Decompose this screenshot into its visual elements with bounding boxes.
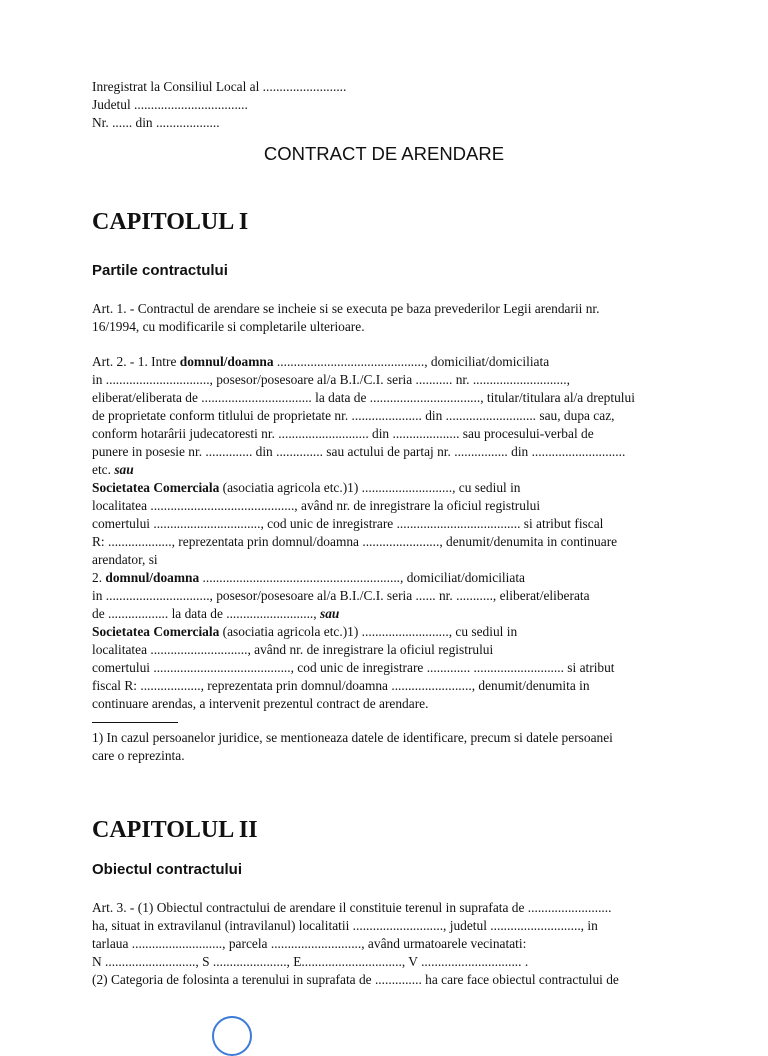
circle-logo-icon [212, 1016, 252, 1056]
art3-line-4: N ..........................., S ......................, E.............................., V .............................. . [92, 954, 529, 969]
art2-line-17: localitatea ............................., având nr. de inregistrare la oficiul registrului [92, 642, 494, 657]
art2-line-9: localitatea ..........................................., având nr. de inregistrare la oficiul registrului [92, 498, 541, 513]
footnote-separator [92, 722, 178, 723]
chapter-1-heading: CAPITOLUL I [92, 209, 249, 235]
footnote-line-2: care o reprezinta. [92, 748, 185, 763]
chapter-2-heading: CAPITOLUL II [92, 817, 258, 843]
art1-line-2: 16/1994, cu modificarile si completarile ulterioare. [92, 319, 365, 334]
art2-line-5: conform hotarârii judecatoresti nr. ........................... din .................... sau procesului-verbal de [92, 426, 594, 441]
art2-line-15: de .................. la data de .........................., sau [92, 606, 340, 621]
art2-line-19: fiscal R: .................., reprezentata prin domnul/doamna ........................, denumit/denumita in [92, 678, 590, 693]
art2-line-13: 2. domnul/doamna ..........................................................., domiciliat/domiciliata [92, 570, 525, 585]
art2-line-12: arendator, si [92, 552, 158, 567]
art2-line-3: eliberat/eliberata de ................................. la data de ................................., titular/titulara al/a dreptului [92, 390, 635, 405]
art2-line-16: Societatea Comerciala (asociatia agricola etc.)1) .........................., cu sediul in [92, 624, 518, 639]
registration-county-line: Judetul .................................. [92, 97, 248, 112]
art2-line-4: de proprietate conform titlului de proprietate nr. ..................... din ........................... sau, dupa caz, [92, 408, 615, 423]
registration-council-line: Inregistrat la Consiliul Local al ......................... [92, 79, 347, 94]
chapter-2-subheading: Obiectul contractului [92, 861, 243, 878]
art3-line-5: (2) Categoria de folosinta a terenului in suprafata de .............. ha care face obiectul contractului de [92, 972, 619, 987]
art1-line-1: Art. 1. - Contractul de arendare se incheie si se executa pe baza prevederilor Legii arendarii nr. [92, 301, 600, 316]
document-title: CONTRACT DE ARENDARE [263, 143, 505, 164]
chapter-1-subheading: Partile contractului [92, 262, 228, 279]
art2-line-7: etc. sau [92, 462, 134, 477]
art3-line-2: ha, situat in extravilanul (intravilanul) localitatii ..........................., judetul ..........................., in [92, 918, 598, 933]
art2-line-6: punere in posesie nr. .............. din .............. sau actului de partaj nr. ................ din ............................ [92, 444, 626, 459]
art2-line-18: comertului ........................................., cod unic de inregistrare ............. ........................... si atribut [92, 660, 615, 675]
footnote-line-1: 1) In cazul persoanelor juridice, se mentioneaza datele de identificare, precum si datele persoanei [92, 730, 613, 745]
registration-number-line: Nr. ...... din ................... [92, 115, 220, 130]
art2-line-1: Art. 2. - 1. Intre domnul/doamna ............................................, domiciliat/domiciliata [92, 354, 550, 369]
art2-line-14: in ..............................., posesor/posesoare al/a B.I./C.I. seria ...... nr. ..........., eliberat/eliberata [92, 588, 590, 603]
art2-line-8: Societatea Comerciala (asociatia agricola etc.)1) ..........................., cu sediul in [92, 480, 521, 495]
art2-line-20: continuare arendas, a intervenit prezentul contract de arendare. [92, 696, 429, 711]
art2-line-10: comertului ................................, cod unic de inregistrare ..................................... si atribut fiscal [92, 516, 604, 531]
art2-line-11: R: ..................., reprezentata prin domnul/doamna ......................., denumit/denumita in continuare [92, 534, 618, 549]
art2-line-2: in ..............................., posesor/posesoare al/a B.I./C.I. seria ........... nr. ............................, [92, 372, 570, 387]
art3-line-1: Art. 3. - (1) Obiectul contractului de arendare il constituie terenul in suprafata de ......................... [92, 900, 612, 915]
art3-line-3: tarlaua ..........................., parcela ..........................., având urmatoarele vecinatati: [92, 936, 527, 951]
